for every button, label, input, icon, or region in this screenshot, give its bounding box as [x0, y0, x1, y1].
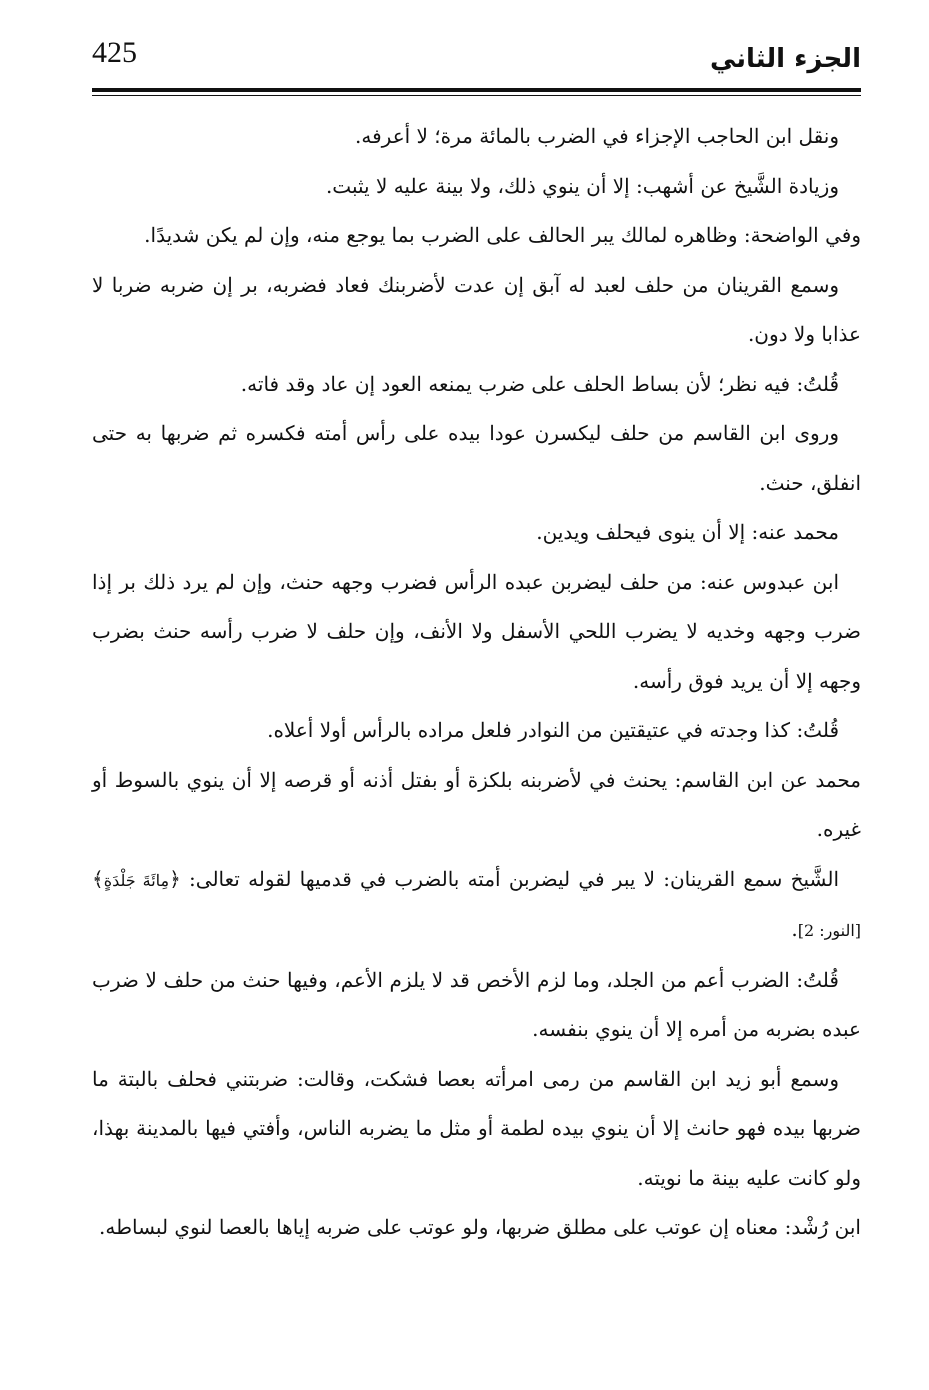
running-head: الجزء الثاني	[709, 44, 861, 74]
paragraph: وفي الواضحة: وظاهره لمالك يبر الحالف على الضرب بما يوجع منه، وإن لم يكن شديدًا.	[144, 223, 861, 247]
body-text	[92, 112, 861, 1253]
header-rule-thick	[92, 88, 861, 92]
verse-citation: [النور: 2]	[797, 921, 861, 940]
paragraph: قُلتُ: الضرب أعم من الجلد، وما لزم الأخص قد لا يلزم الأعم، وفيها حنث من حلف لا ضرب عبده بضربه من أمره إلا أن ينوي بنفسه.	[92, 967, 861, 1041]
paragraph: قُلتُ: فيه نظر؛ لأن بساط الحلف على ضرب يمنعه العود إن عاد وقد فاته.	[240, 371, 839, 396]
paragraph: وروى ابن القاسم من حلف ليكسرن عودا بيده على رأس أمته فكسره ثم ضربها به حتى انفلق، حنث.	[92, 421, 861, 495]
paragraph: وسمع أبو زيد ابن القاسم من رمى امرأته بعصا فشكت، وقالت: ضربتني فحلف بالبتة ما ضربها بيده فهو حانث إلا أن ينوي بيده لطمة أو مثل ما يضربه الناس، وأفتي فيها بالمدينة بهذا، ولو كانت عليه بينة ما نويته.	[92, 1066, 861, 1190]
paragraph-end: .	[791, 917, 798, 941]
paragraph: وسمع القرينان من حلف لعبد له آبق إن عدت لأضربنك فعاد فضربه، بر إن ضربه ضربا لا عذابا ولا دون.	[92, 272, 861, 346]
paragraph: وزيادة الشَّيخ عن أشهب: إلا أن ينوي ذلك، ولا بينة عليه لا يثبت.	[325, 173, 839, 198]
paragraph: ابن عبدوس عنه: من حلف ليضربن عبده الرأس فضرب وجهه حنث، وإن لم يرد ذلك بر إذا ضرب وجهه وخديه لا يضرب اللحي الأسفل ولا الأنف، وإن حلف لا ضرب رأسه حنث بضرب وجهه إلا أن يريد فوق رأسه.	[92, 569, 861, 693]
page-number: 425	[92, 36, 137, 69]
quran-verse: مِائَةَ جَلْدَةٍ	[103, 870, 170, 890]
paragraph: قُلتُ: كذا وجدته في عتيقتين من النوادر فلعل مراده بالرأس أولا أعلاه.	[267, 718, 839, 742]
header-rule-thin	[92, 95, 861, 96]
page-header	[92, 30, 861, 92]
paragraph: محمد عنه: إلا أن ينوى فيحلف ويدين.	[536, 520, 839, 544]
paragraph: ابن رُشْد: معناه إن عوتب على مطلق ضربها، ولو عوتب على ضربه إياها بالعصا لنوي لبساطه.	[98, 1215, 861, 1239]
paragraph: محمد عن ابن القاسم: يحنث في لأضربنه بلكزة أو بفتل أذنه أو قرصه إلا أن ينوي بالسوط أو غيره.	[92, 767, 861, 841]
quran-open-bracket: ﴿	[169, 866, 181, 891]
paragraph-with-quran	[92, 855, 861, 956]
quran-close-bracket: ﴾	[92, 866, 104, 891]
paragraph-text: الشَّيخ سمع القرينان: لا يبر في ليضربن أمته بالضرب في قدميها لقوله تعالى:	[189, 866, 840, 891]
paragraph: ونقل ابن الحاجب الإجزاء في الضرب بالمائة مرة؛ لا أعرفه.	[355, 124, 839, 148]
